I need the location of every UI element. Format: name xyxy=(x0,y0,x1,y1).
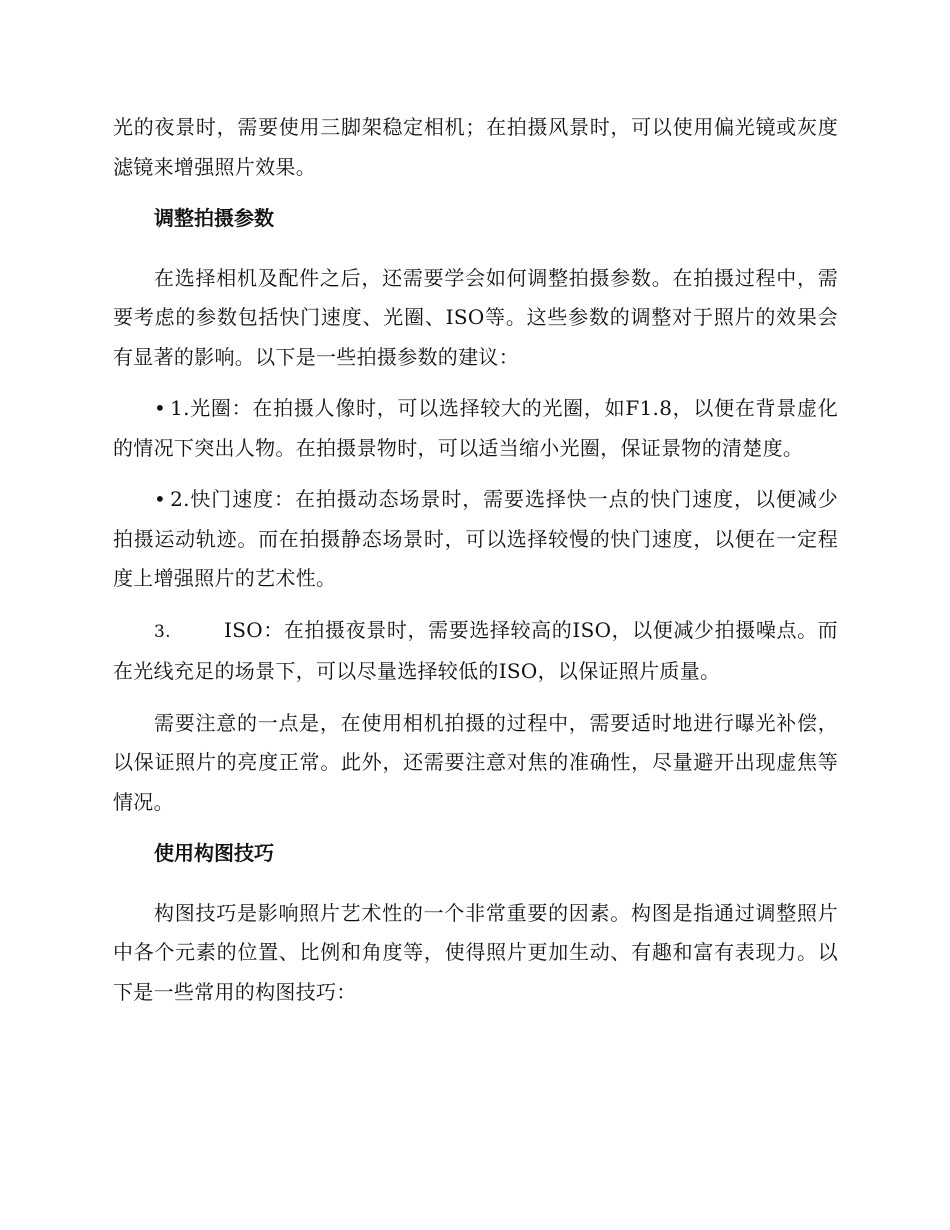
list-item-aperture xyxy=(113,389,838,468)
paragraph-composition-intro: 构图技巧是影响照片艺术性的一个非常重要的因素。构图是指通过调整照片中各个元素的位置、比例和角度等，使得照片更加生动、有趣和富有表现力。以下是一些常用的构图技巧： xyxy=(113,900,838,1004)
section-heading-composition: 使用构图技巧 xyxy=(154,841,274,865)
list-item-shutter xyxy=(113,480,838,599)
document-page xyxy=(113,108,838,1024)
list-item-shutter-text: 2.快门速度：在拍摄动态场景时，需要选择快一点的快门速度，以便减少拍摄运动轨迹。而在拍摄静态场景时，可以选择较慢的快门速度，以便在一定程度上增强照片的艺术性。 xyxy=(113,487,838,590)
paragraph-intro-params: 在选择相机及配件之后，还需要学会如何调整拍摄参数。在拍摄过程中，需要考虑的参数包括快门速度、光圈、ISO等。这些参数的调整对于照片的效果会有显著的影响。以下是一些拍摄参数的建议： xyxy=(113,265,838,369)
paragraph-exposure-note: 需要注意的一点是，在使用相机拍摄的过程中，需要适时地进行曝光补偿，以保证照片的亮度正常。此外，还需要注意对焦的准确性，尽量避开出现虚焦等情况。 xyxy=(113,710,838,814)
section-heading-shooting-params: 调整拍摄参数 xyxy=(154,206,274,230)
paragraph-continued: 光的夜景时，需要使用三脚架稳定相机；在拍摄风景时，可以使用偏光镜或灰度滤镜来增强照片效果。 xyxy=(113,115,838,179)
list-number: 3. xyxy=(154,621,171,642)
bullet-icon: • xyxy=(154,396,167,420)
list-item-iso xyxy=(113,611,838,692)
list-item-aperture-text: 1.光圈：在拍摄人像时，可以选择较大的光圈，如F1.8，以便在背景虚化的情况下突出人物。在拍摄景物时，可以适当缩小光圈，保证景物的清楚度。 xyxy=(113,396,838,460)
list-item-iso-text: ISO：在拍摄夜景时，需要选择较高的ISO，以便减少拍摄噪点。而在光线充足的场景下，可以尽量选择较低的ISO，以保证照片质量。 xyxy=(113,617,838,683)
bullet-icon: • xyxy=(154,487,167,511)
